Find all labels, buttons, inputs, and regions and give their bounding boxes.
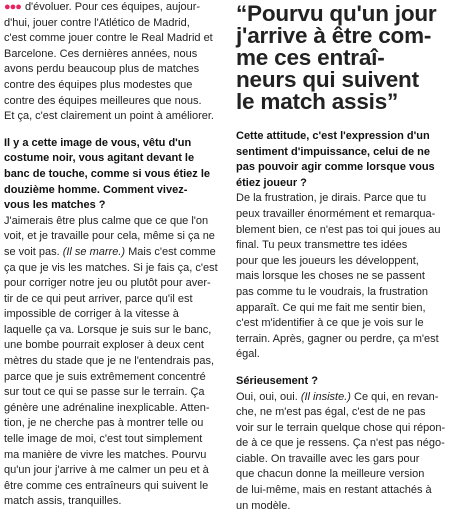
intro-line: Barcelone. Ces dernières années, nous bbox=[4, 48, 197, 60]
right-column bbox=[236, 0, 458, 514]
answer-line: pas comme tu le voudrais, la frustration bbox=[236, 286, 428, 298]
answer-line: un modèle. bbox=[236, 500, 290, 512]
answer-line: impossible de corriger à la vitesse à bbox=[4, 308, 179, 320]
intro-line: contre des équipes meilleures que nous. bbox=[4, 95, 202, 107]
answer-line: tir de ce qui peut arriver, parce qu'il est bbox=[4, 293, 193, 305]
intro-line: d'évoluer. Pour ces équipes, aujour- bbox=[25, 1, 200, 13]
answer-line: ça que je vis les matches. Si je fais ça, c'est bbox=[4, 262, 218, 274]
answer-line: final. Tu peux transmettre tes idées bbox=[236, 239, 407, 251]
question-line: Il y a cette image de vous, vêtu d'un bbox=[4, 137, 191, 149]
answer-line: sur tout ce qui se passe sur le terrain. Ça bbox=[4, 386, 205, 398]
answer-line: Oui, oui, oui. bbox=[236, 391, 298, 403]
question-line: banc de touche, comme si vous étiez le bbox=[4, 168, 210, 180]
answer-line: c'est m'identifier à ce que je vois sur le bbox=[236, 317, 424, 329]
intro-line: d'hui, jouer contre l'Atlético de Madrid, bbox=[4, 17, 190, 29]
intro-line: Et ça, c'est clairement un point à améliorer. bbox=[4, 110, 214, 122]
answer-line: pour corriger notre jeu ou plutôt pour aver- bbox=[4, 277, 211, 289]
question-line: étiez joueur ? bbox=[236, 177, 307, 189]
answer-line: peux travailler énormément et remarqua- bbox=[236, 208, 435, 220]
answer-line: apparaît. Ce qui me fait me sentir bien, bbox=[236, 302, 426, 314]
answer-line: que chacun donne la meilleure version bbox=[236, 468, 424, 480]
answer-line: voir sur le terrain quelque chose qui répon- bbox=[236, 422, 445, 434]
answer-line: match assis, tranquilles. bbox=[4, 495, 121, 507]
answer-line: che, ne m'est pas égal, c'est de ne pas bbox=[236, 406, 425, 418]
answer-line: égal. bbox=[236, 348, 260, 360]
answer-line: génère une adrénaline inexplicable. Atten- bbox=[4, 402, 209, 414]
answer-line: une bombe pourrait exploser à deux cent bbox=[4, 339, 204, 351]
interview-question bbox=[4, 136, 226, 214]
aside-italic: (Il se marre.) bbox=[63, 246, 125, 258]
pull-quote-line: le match assis” bbox=[236, 89, 398, 114]
aside-italic: (Il insiste.) bbox=[301, 391, 351, 403]
intro-line: avons perdu beaucoup plus de matches bbox=[4, 63, 199, 75]
answer-line: parce que je suis extrêmement concentré bbox=[4, 371, 206, 383]
interview-answer bbox=[4, 214, 226, 510]
pull-quote-line: j'arrive à être com- bbox=[236, 23, 431, 48]
interview-question: Sérieusement ? bbox=[236, 374, 458, 390]
answer-line: laquelle ça va. Lorsque je suis sur le banc, bbox=[4, 324, 211, 336]
interview-question bbox=[236, 129, 458, 191]
answer-line: de lui-même, mais en restant attachés à bbox=[236, 484, 432, 496]
pull-quote bbox=[236, 0, 458, 113]
intro-line: contre des équipes plus modestes que bbox=[4, 79, 192, 91]
section-bullets-icon: ●●● bbox=[4, 1, 21, 13]
pull-quote-line: neurs qui suivent bbox=[236, 67, 419, 92]
answer-line: blement bien, ce n'est pas toi qui joues au bbox=[236, 224, 441, 236]
pull-quote-line: me ces entraî- bbox=[236, 45, 385, 70]
answer-line: tion, je ne cherche pas à montrer telle ou bbox=[4, 417, 203, 429]
answer-line: terrain. Après, gagner ou perdre, ça m'est bbox=[236, 333, 439, 345]
answer-line: se voit pas. bbox=[4, 246, 60, 258]
interview-answer bbox=[236, 390, 458, 514]
question-line: vous les matches ? bbox=[4, 199, 106, 211]
answer-line: Ce qui, en revan- bbox=[354, 391, 438, 403]
pull-quote-line: “Pourvu qu'un jour bbox=[236, 1, 436, 26]
question-line: douzième homme. Comment vivez- bbox=[4, 184, 187, 196]
answer-line: pour que les joueurs les développent, bbox=[236, 255, 419, 267]
question-line: costume noir, vous agitant devant le bbox=[4, 152, 194, 164]
answer-line: mais lorsque les choses ne se passent bbox=[236, 270, 425, 282]
answer-line: mètres du stade que je ne l'entendrais pas, bbox=[4, 355, 214, 367]
answer-line: qu'un jour j'arrive à me calmer un peu et à bbox=[4, 464, 209, 476]
answer-line: de à ce que je ressens. Ça n'est pas négo- bbox=[236, 437, 445, 449]
answer-line: voit, et je travaille pour cela, même si ça ne bbox=[4, 230, 215, 242]
intro-paragraph bbox=[4, 0, 226, 125]
answer-line: De la frustration, je dirais. Parce que tu bbox=[236, 192, 426, 204]
answer-line: ciable. On travaille avec les gars pour bbox=[236, 453, 419, 465]
answer-line: être comme ces entraîneurs qui suivent le bbox=[4, 480, 208, 492]
answer-line: J'aimerais être plus calme que ce que l'on bbox=[4, 215, 208, 227]
question-line: sentiment d'impuissance, celui de ne bbox=[236, 146, 430, 158]
left-column bbox=[4, 0, 226, 510]
interview-answer bbox=[236, 191, 458, 363]
answer-line: telle image de moi, c'est tout simplement bbox=[4, 433, 202, 445]
intro-line: c'est comme jouer contre le Real Madrid et bbox=[4, 32, 213, 44]
answer-line: ma manière de vivre les matches. Pourvu bbox=[4, 449, 206, 461]
question-line: Cette attitude, c'est l'expression d'un bbox=[236, 130, 430, 142]
question-line: pas pouvoir agir comme lorsque vous bbox=[236, 161, 435, 173]
answer-line: Mais c'est comme bbox=[128, 246, 216, 258]
